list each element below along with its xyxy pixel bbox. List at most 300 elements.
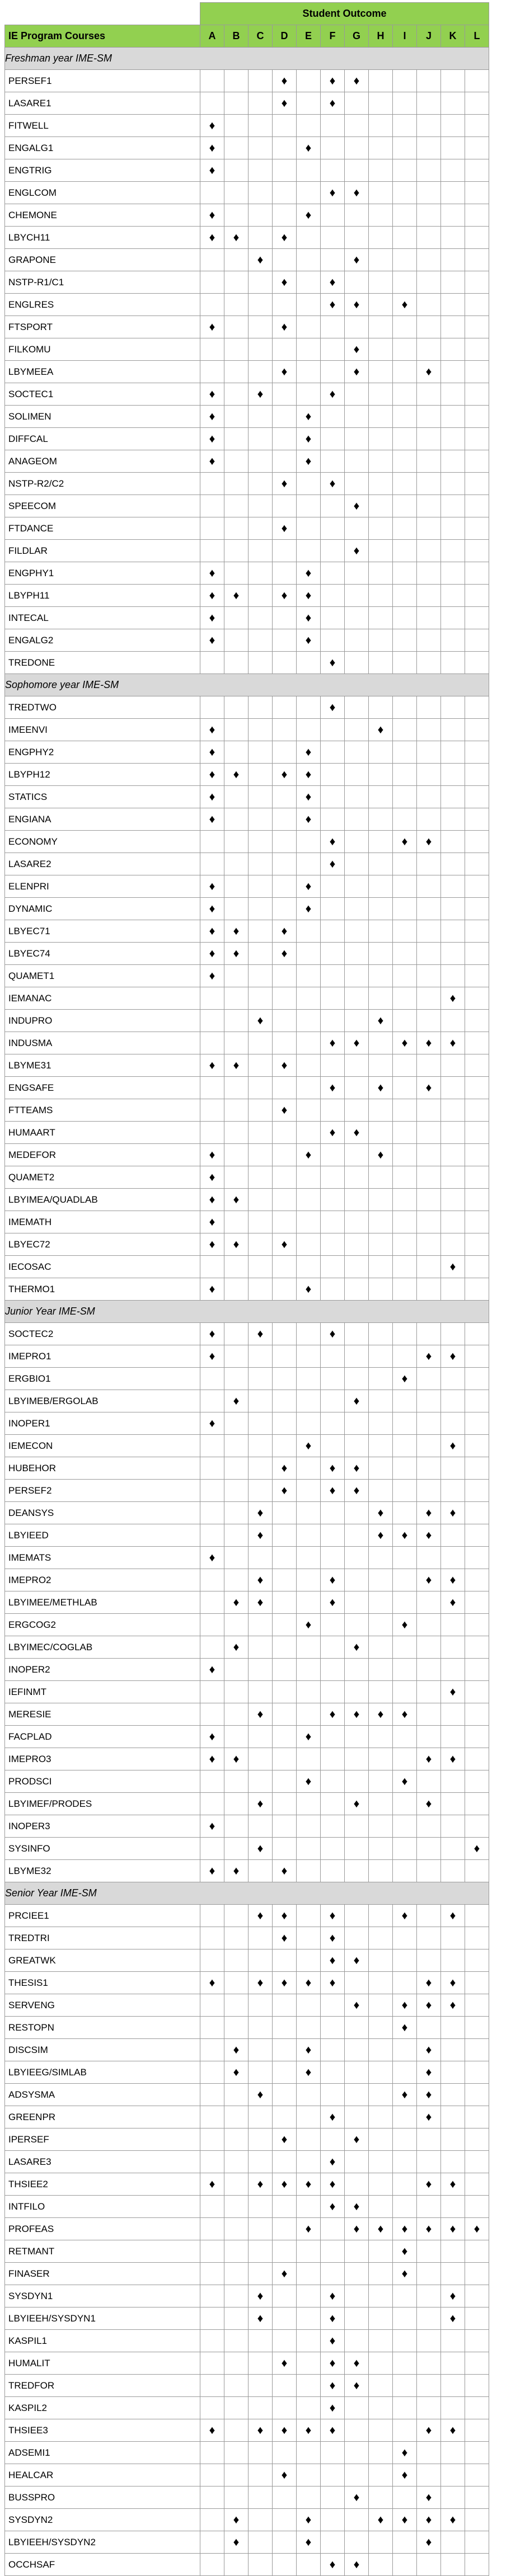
outcome-mark-d: ♦ [273, 92, 297, 115]
outcome-cell-empty [297, 2240, 321, 2263]
outcome-cell-empty [200, 2061, 224, 2084]
outcome-cell-empty [297, 2307, 321, 2330]
course-row [5, 898, 489, 920]
outcome-header-b: B [224, 25, 249, 48]
outcome-cell-empty [224, 316, 249, 338]
outcome-cell-empty [273, 2442, 297, 2464]
outcome-cell-empty [200, 2285, 224, 2307]
outcome-cell-empty [369, 898, 393, 920]
outcome-cell-empty [417, 159, 441, 182]
outcome-cell-empty [249, 786, 273, 808]
outcome-mark-a: ♦ [200, 450, 224, 473]
outcome-cell-empty [345, 652, 369, 674]
outcome-cell-empty [393, 764, 417, 786]
outcome-cell-empty [393, 227, 417, 249]
outcome-cell-empty [393, 1480, 417, 1502]
course-name: IPERSEF [5, 2128, 200, 2151]
outcome-cell-empty [321, 495, 345, 517]
outcome-cell-empty [441, 1368, 465, 1390]
outcome-cell-empty [441, 517, 465, 540]
outcome-cell-empty [273, 1748, 297, 1770]
outcome-mark-a: ♦ [200, 137, 224, 159]
outcome-cell-empty [417, 70, 441, 92]
course-row [5, 1793, 489, 1815]
outcome-cell-empty [345, 1569, 369, 1591]
outcome-cell-empty [273, 1435, 297, 1457]
outcome-cell-empty [297, 1099, 321, 1122]
outcome-cell-empty [441, 182, 465, 204]
course-name: DISCSIM [5, 2039, 200, 2061]
course-name: PERSEF1 [5, 70, 200, 92]
outcome-cell-empty [273, 2240, 297, 2263]
outcome-mark-e: ♦ [297, 2531, 321, 2554]
section-title: Junior Year IME-SM [5, 1301, 489, 1323]
outcome-cell-empty [297, 92, 321, 115]
outcome-cell-empty [345, 473, 369, 495]
student-outcome-title: Student Outcome [200, 3, 489, 25]
outcome-cell-empty [369, 70, 393, 92]
course-name: IMEPRO3 [5, 1748, 200, 1770]
outcome-cell-empty [297, 1591, 321, 1614]
outcome-cell-empty [249, 540, 273, 562]
outcome-cell-empty [273, 1994, 297, 2017]
course-name: STATICS [5, 786, 200, 808]
course-name: QUAMET2 [5, 1166, 200, 1189]
course-name: DYNAMIC [5, 898, 200, 920]
outcome-cell-empty [369, 1189, 393, 1211]
outcome-cell-empty [465, 1323, 489, 1345]
course-row [5, 987, 489, 1010]
outcome-cell-empty [465, 1077, 489, 1099]
outcome-cell-empty [224, 786, 249, 808]
outcome-mark-d: ♦ [273, 2173, 297, 2196]
outcome-cell-empty [273, 406, 297, 428]
outcome-mark-d: ♦ [273, 2464, 297, 2486]
outcome-cell-empty [465, 1122, 489, 1144]
outcome-mark-j: ♦ [417, 1748, 441, 1770]
outcome-cell-empty [465, 1412, 489, 1435]
outcome-mark-k: ♦ [441, 1591, 465, 1614]
outcome-cell-empty [465, 1569, 489, 1591]
outcome-cell-empty [249, 562, 273, 585]
course-row [5, 965, 489, 987]
outcome-cell-empty [369, 562, 393, 585]
outcome-cell-empty [321, 808, 345, 831]
outcome-cell-empty [465, 1054, 489, 1077]
outcome-mark-f: ♦ [321, 1905, 345, 1927]
outcome-cell-empty [441, 1189, 465, 1211]
outcome-mark-e: ♦ [297, 450, 321, 473]
outcome-cell-empty [224, 652, 249, 674]
outcome-cell-empty [465, 1659, 489, 1681]
outcome-cell-empty [321, 719, 345, 741]
outcome-cell-empty [465, 1480, 489, 1502]
course-name: INOPER3 [5, 1815, 200, 1838]
outcome-cell-empty [224, 1502, 249, 1524]
outcome-mark-d: ♦ [273, 920, 297, 943]
outcome-cell-empty [249, 1054, 273, 1077]
outcome-cell-empty [393, 1502, 417, 1524]
outcome-mark-c: ♦ [249, 1323, 273, 1345]
outcome-cell-empty [224, 2240, 249, 2263]
outcome-cell-empty [369, 1345, 393, 1368]
outcome-mark-e: ♦ [297, 875, 321, 898]
outcome-cell-empty [321, 1860, 345, 1882]
outcome-cell-empty [224, 1345, 249, 1368]
outcome-cell-empty [249, 2061, 273, 2084]
outcome-cell-empty [369, 1591, 393, 1614]
outcome-mark-i: ♦ [393, 2084, 417, 2106]
outcome-mark-a: ♦ [200, 1815, 224, 1838]
outcome-cell-empty [393, 115, 417, 137]
course-row [5, 1435, 489, 1457]
outcome-cell-empty [249, 898, 273, 920]
outcome-cell-empty [345, 1815, 369, 1838]
outcome-mark-i: ♦ [393, 1368, 417, 1390]
outcome-cell-empty [441, 2486, 465, 2509]
outcome-cell-empty [345, 1726, 369, 1748]
outcome-cell-empty [297, 1793, 321, 1815]
outcome-cell-empty [224, 92, 249, 115]
outcome-cell-empty [393, 1927, 417, 1949]
outcome-cell-empty [369, 1122, 393, 1144]
outcome-cell-empty [321, 2017, 345, 2039]
outcome-cell-empty [249, 1278, 273, 1301]
outcome-cell-empty [249, 2464, 273, 2486]
outcome-mark-c: ♦ [249, 2173, 273, 2196]
outcome-mark-e: ♦ [297, 585, 321, 607]
outcome-cell-empty [273, 1636, 297, 1659]
outcome-cell-empty [393, 1860, 417, 1882]
outcome-cell-empty [297, 1569, 321, 1591]
outcome-mark-e: ♦ [297, 204, 321, 227]
outcome-cell-empty [249, 406, 273, 428]
course-row [5, 607, 489, 629]
outcome-cell-empty [224, 271, 249, 294]
outcome-cell-empty [393, 2106, 417, 2128]
outcome-mark-h: ♦ [369, 1010, 393, 1032]
outcome-cell-empty [273, 450, 297, 473]
outcome-cell-empty [393, 875, 417, 898]
outcome-cell-empty [224, 2330, 249, 2352]
outcome-cell-empty [224, 696, 249, 719]
outcome-mark-b: ♦ [224, 2039, 249, 2061]
outcome-cell-empty [273, 2330, 297, 2352]
outcome-cell-empty [321, 1144, 345, 1166]
outcome-cell-empty [273, 875, 297, 898]
outcome-cell-empty [345, 1323, 369, 1345]
outcome-cell-empty [465, 2061, 489, 2084]
outcome-matrix-table [4, 2, 489, 2576]
outcome-cell-empty [224, 204, 249, 227]
outcome-cell-empty [441, 1010, 465, 1032]
outcome-cell-empty [393, 585, 417, 607]
outcome-cell-empty [393, 965, 417, 987]
outcome-cell-empty [465, 2196, 489, 2218]
course-name: SOCTEC1 [5, 383, 200, 406]
course-row [5, 920, 489, 943]
outcome-cell-empty [417, 495, 441, 517]
outcome-mark-b: ♦ [224, 1591, 249, 1614]
course-row [5, 361, 489, 383]
outcome-cell-empty [321, 1412, 345, 1435]
section-row [5, 1301, 489, 1323]
outcome-cell-empty [369, 2442, 393, 2464]
outcome-cell-empty [369, 1770, 393, 1793]
outcome-cell-empty [249, 1614, 273, 1636]
outcome-cell-empty [345, 2442, 369, 2464]
outcome-cell-empty [393, 2486, 417, 2509]
outcome-cell-empty [249, 204, 273, 227]
outcome-cell-empty [273, 1256, 297, 1278]
outcome-cell-empty [321, 1681, 345, 1703]
outcome-cell-empty [465, 1502, 489, 1524]
outcome-mark-e: ♦ [297, 1770, 321, 1793]
outcome-mark-g: ♦ [345, 1390, 369, 1412]
outcome-cell-empty [393, 2151, 417, 2173]
outcome-cell-empty [200, 2307, 224, 2330]
outcome-mark-g: ♦ [345, 1480, 369, 1502]
outcome-mark-f: ♦ [321, 2554, 345, 2576]
outcome-cell-empty [321, 2128, 345, 2151]
outcome-cell-empty [249, 1547, 273, 1569]
outcome-cell-empty [297, 2017, 321, 2039]
outcome-cell-empty [249, 294, 273, 316]
outcome-mark-a: ♦ [200, 1233, 224, 1256]
outcome-mark-a: ♦ [200, 204, 224, 227]
outcome-mark-f: ♦ [321, 1480, 345, 1502]
outcome-cell-empty [369, 294, 393, 316]
course-name: INDUPRO [5, 1010, 200, 1032]
outcome-cell-empty [345, 2151, 369, 2173]
outcome-mark-j: ♦ [417, 1032, 441, 1054]
outcome-mark-a: ♦ [200, 1144, 224, 1166]
outcome-cell-empty [249, 115, 273, 137]
outcome-cell-empty [273, 1077, 297, 1099]
outcome-cell-empty [417, 920, 441, 943]
outcome-cell-empty [200, 1122, 224, 1144]
course-name: LBYIMEE/METHLAB [5, 1591, 200, 1614]
course-row [5, 2128, 489, 2151]
outcome-cell-empty [224, 1659, 249, 1681]
outcome-mark-a: ♦ [200, 607, 224, 629]
outcome-mark-g: ♦ [345, 338, 369, 361]
outcome-cell-empty [417, 1166, 441, 1189]
outcome-mark-i: ♦ [393, 2263, 417, 2285]
outcome-cell-empty [393, 1457, 417, 1480]
outcome-cell-empty [369, 786, 393, 808]
outcome-cell-empty [369, 2240, 393, 2263]
outcome-cell-empty [297, 1457, 321, 1480]
outcome-mark-c: ♦ [249, 1010, 273, 1032]
outcome-cell-empty [200, 2330, 224, 2352]
outcome-cell-empty [297, 943, 321, 965]
outcome-cell-empty [441, 2128, 465, 2151]
section-title: Sophomore year IME-SM [5, 674, 489, 696]
outcome-cell-empty [224, 1010, 249, 1032]
outcome-cell-empty [465, 2173, 489, 2196]
outcome-cell-empty [273, 1770, 297, 1793]
outcome-cell-empty [369, 1054, 393, 1077]
outcome-cell-empty [321, 1054, 345, 1077]
outcome-mark-g: ♦ [345, 182, 369, 204]
outcome-cell-empty [224, 875, 249, 898]
outcome-cell-empty [345, 943, 369, 965]
outcome-cell-empty [417, 875, 441, 898]
outcome-cell-empty [465, 1927, 489, 1949]
outcome-mark-a: ♦ [200, 1748, 224, 1770]
course-name: RETMANT [5, 2240, 200, 2263]
course-name: ENGIANA [5, 808, 200, 831]
outcome-cell-empty [369, 853, 393, 875]
outcome-cell-empty [345, 1502, 369, 1524]
outcome-cell-empty [441, 1077, 465, 1099]
outcome-cell-empty [321, 1390, 345, 1412]
outcome-cell-empty [369, 383, 393, 406]
outcome-cell-empty [441, 719, 465, 741]
outcome-cell-empty [441, 450, 465, 473]
outcome-cell-empty [441, 1144, 465, 1166]
outcome-cell-empty [345, 1256, 369, 1278]
outcome-cell-empty [465, 1770, 489, 1793]
outcome-cell-empty [297, 1412, 321, 1435]
outcome-cell-empty [465, 2464, 489, 2486]
outcome-cell-empty [393, 2397, 417, 2419]
outcome-cell-empty [393, 2531, 417, 2554]
course-row [5, 2151, 489, 2173]
outcome-cell-empty [441, 920, 465, 943]
outcome-cell-empty [465, 2509, 489, 2531]
outcome-cell-empty [465, 1793, 489, 1815]
outcome-cell-empty [297, 2397, 321, 2419]
outcome-mark-d: ♦ [273, 1905, 297, 1927]
outcome-cell-empty [393, 406, 417, 428]
course-row [5, 1368, 489, 1390]
outcome-cell-empty [417, 2240, 441, 2263]
course-name: ENGTRIG [5, 159, 200, 182]
outcome-cell-empty [321, 898, 345, 920]
outcome-cell-empty [297, 2285, 321, 2307]
outcome-cell-empty [441, 1703, 465, 1726]
course-row [5, 338, 489, 361]
outcome-cell-empty [249, 361, 273, 383]
outcome-cell-empty [417, 2307, 441, 2330]
section-title: Freshman year IME-SM [5, 48, 489, 70]
course-name: LBYIMEC/COGLAB [5, 1636, 200, 1659]
outcome-cell-empty [393, 1323, 417, 1345]
outcome-cell-empty [200, 2263, 224, 2285]
outcome-mark-c: ♦ [249, 1591, 273, 1614]
course-row [5, 204, 489, 227]
outcome-cell-empty [273, 853, 297, 875]
course-row [5, 2509, 489, 2531]
outcome-cell-empty [297, 1681, 321, 1703]
outcome-cell-empty [369, 1949, 393, 1972]
outcome-cell-empty [321, 2218, 345, 2240]
outcome-cell-empty [297, 361, 321, 383]
course-name: LBYMEEA [5, 361, 200, 383]
course-row [5, 1726, 489, 1748]
section-row [5, 1882, 489, 1905]
outcome-cell-empty [465, 1345, 489, 1368]
outcome-cell-empty [224, 2486, 249, 2509]
outcome-cell-empty [441, 1524, 465, 1547]
course-name: THSIEE3 [5, 2419, 200, 2442]
course-name: ENGSAFE [5, 1077, 200, 1099]
outcome-cell-empty [465, 1390, 489, 1412]
outcome-mark-j: ♦ [417, 2084, 441, 2106]
course-name: IEMECON [5, 1435, 200, 1457]
course-row [5, 1994, 489, 2017]
outcome-cell-empty [369, 137, 393, 159]
outcome-cell-empty [273, 1390, 297, 1412]
outcome-cell-empty [297, 294, 321, 316]
outcome-mark-a: ♦ [200, 943, 224, 965]
outcome-cell-empty [200, 1010, 224, 1032]
outcome-mark-g: ♦ [345, 70, 369, 92]
outcome-mark-a: ♦ [200, 786, 224, 808]
outcome-cell-empty [465, 338, 489, 361]
outcome-cell-empty [465, 1547, 489, 1569]
outcome-mark-g: ♦ [345, 1032, 369, 1054]
outcome-cell-empty [249, 1860, 273, 1882]
outcome-cell-empty [200, 2352, 224, 2375]
outcome-mark-a: ♦ [200, 1278, 224, 1301]
outcome-cell-empty [297, 1636, 321, 1659]
outcome-cell-empty [417, 786, 441, 808]
outcome-cell-empty [393, 1435, 417, 1457]
course-name: LASARE2 [5, 853, 200, 875]
course-row [5, 1032, 489, 1054]
outcome-mark-b: ♦ [224, 1748, 249, 1770]
outcome-cell-empty [321, 2240, 345, 2263]
outcome-cell-empty [345, 1614, 369, 1636]
outcome-cell-empty [297, 652, 321, 674]
outcome-mark-g: ♦ [345, 2375, 369, 2397]
outcome-cell-empty [224, 1726, 249, 1748]
outcome-cell-empty [441, 316, 465, 338]
course-row [5, 696, 489, 719]
outcome-cell-empty [249, 2039, 273, 2061]
outcome-mark-d: ♦ [273, 2263, 297, 2285]
outcome-cell-empty [417, 1189, 441, 1211]
outcome-cell-empty [393, 741, 417, 764]
outcome-cell-empty [224, 629, 249, 652]
outcome-cell-empty [441, 1412, 465, 1435]
outcome-cell-empty [465, 1233, 489, 1256]
outcome-mark-a: ♦ [200, 2173, 224, 2196]
outcome-cell-empty [273, 1166, 297, 1189]
outcome-cell-empty [369, 1256, 393, 1278]
outcome-cell-empty [417, 2554, 441, 2576]
outcome-mark-h: ♦ [369, 1144, 393, 1166]
outcome-mark-g: ♦ [345, 361, 369, 383]
outcome-mark-c: ♦ [249, 1703, 273, 1726]
outcome-cell-empty [417, 249, 441, 271]
outcome-cell-empty [321, 987, 345, 1010]
outcome-mark-i: ♦ [393, 2509, 417, 2531]
outcome-cell-empty [224, 540, 249, 562]
outcome-cell-empty [345, 1099, 369, 1122]
outcome-cell-empty [200, 92, 224, 115]
outcome-cell-empty [369, 1927, 393, 1949]
outcome-mark-b: ♦ [224, 227, 249, 249]
outcome-cell-empty [369, 1547, 393, 1569]
course-row [5, 875, 489, 898]
outcome-cell-empty [417, 2397, 441, 2419]
outcome-cell-empty [369, 1233, 393, 1256]
course-name: BUSSPRO [5, 2486, 200, 2509]
